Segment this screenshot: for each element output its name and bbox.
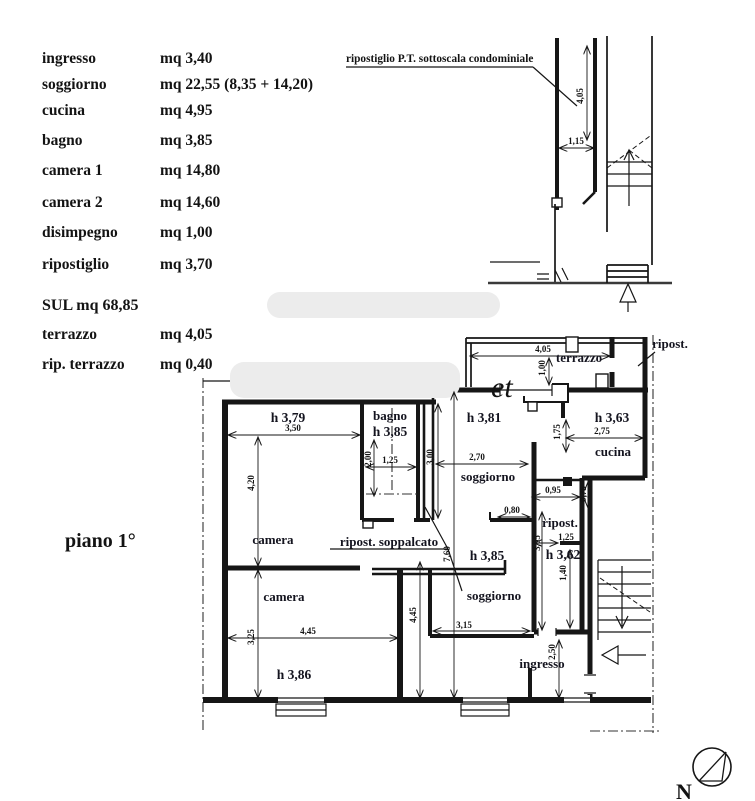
redaction-blob <box>267 292 500 318</box>
dim-label: 4,05 <box>575 88 585 104</box>
room-name: rip. terrazzo <box>42 356 125 373</box>
door-gap <box>584 674 596 694</box>
dim-label: 2,00 <box>363 451 373 467</box>
dim-label: 1,15 <box>568 136 584 146</box>
entry-steps <box>607 265 648 283</box>
door-gap <box>360 563 372 573</box>
room-label-camera2: camera <box>263 589 305 604</box>
dim-label: 7,60 <box>442 546 452 562</box>
room-label-ingresso: ingresso <box>519 656 565 671</box>
stair-down-arrow <box>616 566 628 628</box>
sul-total: SUL mq 68,85 <box>42 297 139 314</box>
wall-notch <box>528 402 537 411</box>
entrance-arrow <box>602 646 646 664</box>
wall-notch <box>363 521 373 528</box>
height-label-bagno: h 3,85 <box>372 424 408 439</box>
room-name: ripostiglio <box>42 256 110 273</box>
dim-label: 1,00 <box>537 360 547 376</box>
dim-label: 3,00 <box>425 449 435 465</box>
entry-up-arrow <box>620 284 636 302</box>
room-area: mq 3,70 <box>160 256 213 273</box>
room-label-ripost-top: ripost. <box>652 336 688 351</box>
room-area: mq 14,80 <box>160 162 221 179</box>
break-marks <box>537 268 568 282</box>
room-area: mq 14,60 <box>160 194 221 211</box>
dim-label: 1,40 <box>558 565 568 581</box>
room-label-bagno: bagno <box>373 408 407 423</box>
room-area: mq 4,05 <box>160 326 213 343</box>
north-label: N <box>676 779 692 801</box>
dim-label: 3,25 <box>246 629 256 645</box>
dim-label: 1,25 <box>558 532 574 542</box>
dim-label: 0,95 <box>545 485 561 495</box>
callout-leader <box>346 67 577 106</box>
dim-label: 0,80 <box>504 505 520 515</box>
height-label-camera2: h 3,86 <box>276 667 312 682</box>
floor-title: piano 1° <box>65 530 136 552</box>
dim-label: 1,25 <box>382 455 398 465</box>
wall-notch <box>596 374 608 388</box>
room-name: terrazzo <box>42 326 98 343</box>
wall-notch <box>552 198 562 207</box>
dim-label: 0,75 <box>578 486 588 502</box>
dim-label: 4,20 <box>246 475 256 491</box>
room-name: bagno <box>42 132 83 149</box>
room-area: mq 4,95 <box>160 102 213 119</box>
room-name: ingresso <box>42 50 96 67</box>
dim-label: 3,15 <box>456 620 472 630</box>
height-label-camera1: h 3,79 <box>270 410 306 425</box>
door-gap <box>564 695 590 705</box>
room-name: camera 1 <box>42 162 103 179</box>
small-section-plan <box>346 36 672 312</box>
dim-label: 2,50 <box>547 644 557 660</box>
dim-label: 1,75 <box>552 424 562 440</box>
room-label-ripost-mid: ripost. <box>542 515 578 530</box>
room-label-terrazzo: terrazzo <box>555 350 603 365</box>
dim-label: 3,05 <box>532 535 542 551</box>
entrance-arrow-head <box>602 646 618 664</box>
pillar <box>563 477 572 486</box>
stair-dashed-line <box>600 578 650 612</box>
room-label-camera1: camera <box>252 532 294 547</box>
dim-label: 4,45 <box>408 607 418 623</box>
height-label-soggiorno-low: h 3,85 <box>469 548 505 563</box>
compass-needle <box>699 752 726 781</box>
room-label-soggiorno-low: soggiorno <box>466 588 522 603</box>
door-gap <box>394 515 414 524</box>
dim-label: 4,05 <box>535 344 551 354</box>
room-label-cucina: cucina <box>594 444 632 459</box>
dim-label: 2,75 <box>594 426 610 436</box>
room-area: mq 22,55 (8,35 + 14,20) <box>160 76 314 93</box>
redaction-blob <box>230 362 460 398</box>
height-label-ripost: h 3,62 <box>545 547 581 562</box>
room-label-soggiorno-up: soggiorno <box>460 469 516 484</box>
room-area: mq 1,00 <box>160 224 213 241</box>
callout-label: ripostiglio P.T. sottoscala condominiale <box>346 53 534 65</box>
room-name: soggiorno <box>42 76 107 93</box>
height-label-soggiorno-up: h 3,81 <box>466 410 502 425</box>
door-gap <box>538 627 556 636</box>
dim-label: 2,70 <box>469 452 485 462</box>
dim-label: 4,45 <box>300 626 316 636</box>
stair-up-arrow <box>624 150 634 206</box>
main-stairs <box>598 560 651 640</box>
room-area: mq 0,40 <box>160 356 213 373</box>
room-area: mq 3,40 <box>160 50 213 67</box>
room-name: disimpegno <box>42 224 118 241</box>
room-name: camera 2 <box>42 194 103 211</box>
watermark-fragment: et <box>491 371 513 404</box>
room-name: cucina <box>42 102 86 119</box>
height-label-cucina: h 3,63 <box>594 410 630 425</box>
north-compass <box>676 748 731 801</box>
room-area: mq 3,85 <box>160 132 213 149</box>
room-label-ripost-soppalcato: ripost. soppalcato <box>339 534 439 549</box>
dim-label: 3,50 <box>285 423 301 433</box>
wall-chamfer <box>583 192 595 204</box>
